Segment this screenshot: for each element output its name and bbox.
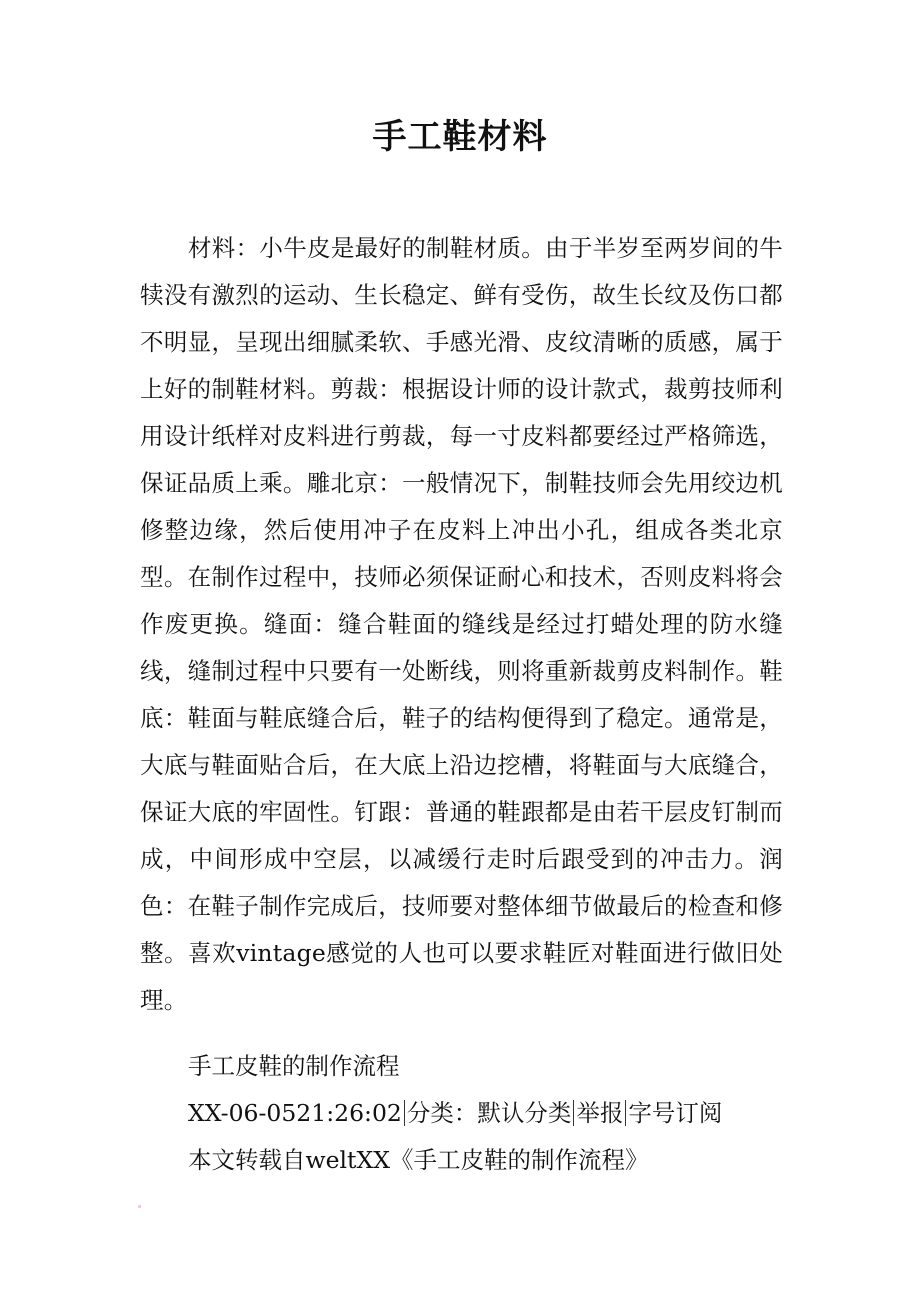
font-size-link[interactable]: 字号	[628, 1099, 676, 1127]
divider	[573, 1100, 574, 1126]
subscribe-link[interactable]: 订阅	[675, 1099, 723, 1127]
divider	[625, 1100, 626, 1126]
post-datetime: XX-06-0521:26:02	[188, 1099, 402, 1127]
report-link[interactable]: 举报	[576, 1099, 624, 1127]
document-title: 手工鞋材料	[372, 117, 548, 157]
article-meta-line	[188, 1090, 722, 1137]
subheading: 手工皮鞋的制作流程	[188, 1052, 400, 1080]
body-paragraph: 材料：小牛皮是最好的制鞋材质。由于半岁至两岁间的牛犊没有激烈的运动、生长稳定、鲜有受伤，故生长纹及伤口都不明显，呈现出细腻柔软、手感光滑、皮纹清晰的质感，属于上好的制鞋材料。剪裁：根据设计师的设计款式，裁剪技师利用设计纸样对皮料进行剪裁，每一寸皮料都要经过严格筛选，保证品质上乘。雕北京：一般情况下，制鞋技师会先用绞边机修整边缘，然后使用冲子在皮料上冲出小孔，组成各类北京型。在制作过程中，技师必须保证耐心和技术，否则皮料将会作废更换。缝面：缝合鞋面的缝线是经过打蜡处理的防水缝线，缝制过程中只要有一处断线，则将重新裁剪皮料制作。鞋底：鞋面与鞋底缝合后，鞋子的结构便得到了稳定。通常是，大底与鞋面贴合后，在大底上沿边挖槽，将鞋面与大底缝合，保证大底的牢固性。钉跟：普通的鞋跟都是由若干层皮钉制而成，中间形成中空层，以减缓行走时后跟受到的冲击力。润色：在鞋子制作完成后，技师要对整体细节做最后的检查和修整。喜欢vintage感觉的人也可以要求鞋匠对鞋面进行做旧处理。	[140, 234, 783, 1014]
category-label: 分类：默认分类	[406, 1099, 572, 1127]
source-attribution: 本文转载自weltXX《手工皮鞋的制作流程》	[188, 1146, 649, 1174]
divider	[404, 1100, 405, 1126]
scan-artifact	[138, 1205, 141, 1208]
